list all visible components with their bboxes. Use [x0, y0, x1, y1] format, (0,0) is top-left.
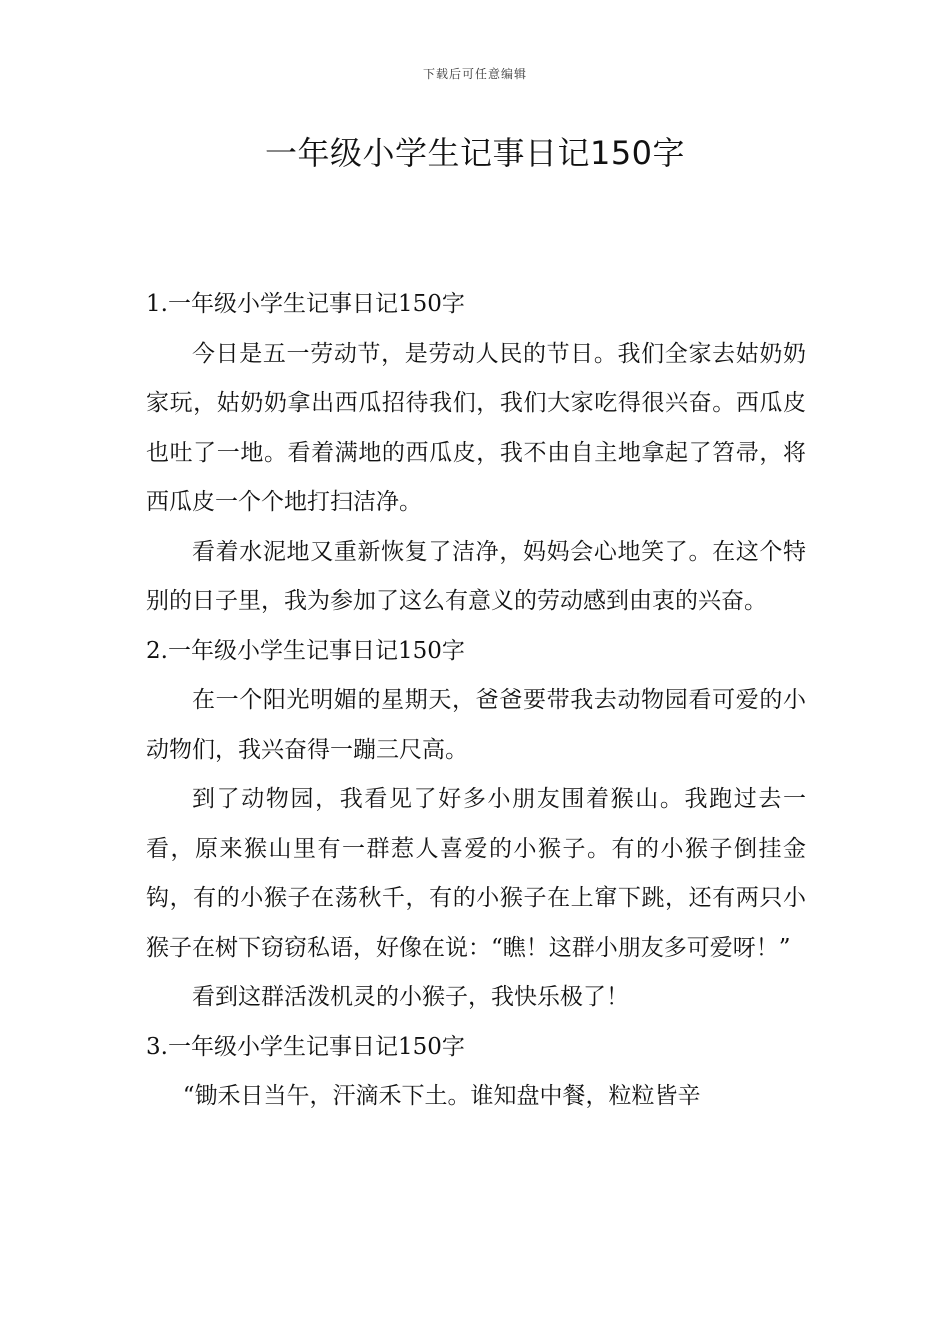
document-body [146, 280, 806, 1122]
document-title: 一年级小学生记事日记150字 [264, 134, 686, 172]
paragraph: 今日是五一劳动节，是劳动人民的节日。我们全家去姑奶奶家玩，姑奶奶拿出西瓜招待我们，我们大家吃得很兴奋。西瓜皮也吐了一地。看着满地的西瓜皮，我不由自主地拿起了笤帚，将西瓜皮一个个地打扫洁净。 [146, 340, 806, 515]
section-heading: 2.一年级小学生记事日记150字 [146, 637, 465, 664]
paragraph: 看着水泥地又重新恢复了洁净，妈妈会心地笑了。在这个特别的日子里，我为参加了这么有意义的劳动感到由衷的兴奋。 [146, 538, 806, 614]
paragraph: “锄禾日当午，汗滴禾下土。谁知盘中餐，粒粒皆辛 [182, 1083, 701, 1109]
section-3 [146, 1023, 806, 1122]
section-heading: 3.一年级小学生记事日记150字 [146, 1033, 465, 1060]
header-note: 下载后可任意编辑 [422, 67, 527, 81]
section-1 [146, 280, 806, 627]
paragraph: 到了动物园，我看见了好多小朋友围着猴山。我跑过去一看，原来猴山里有一群惹人喜爱的小猴子。有的小猴子倒挂金钩，有的小猴子在荡秋千，有的小猴子在上窜下跳，还有两只小猴子在树下窃窃私语，好像在说：“瞧！这群小朋友多可爱呀！” [146, 786, 806, 961]
section-heading: 1.一年级小学生记事日记150字 [146, 291, 465, 317]
paragraph: 在一个阳光明媚的星期天，爸爸要带我去动物园看可爱的小动物们，我兴奋得一蹦三尺高。 [146, 687, 806, 763]
paragraph: 看到这群活泼机灵的小猴子，我快乐极了！ [192, 984, 629, 1010]
section-2 [146, 627, 806, 1023]
